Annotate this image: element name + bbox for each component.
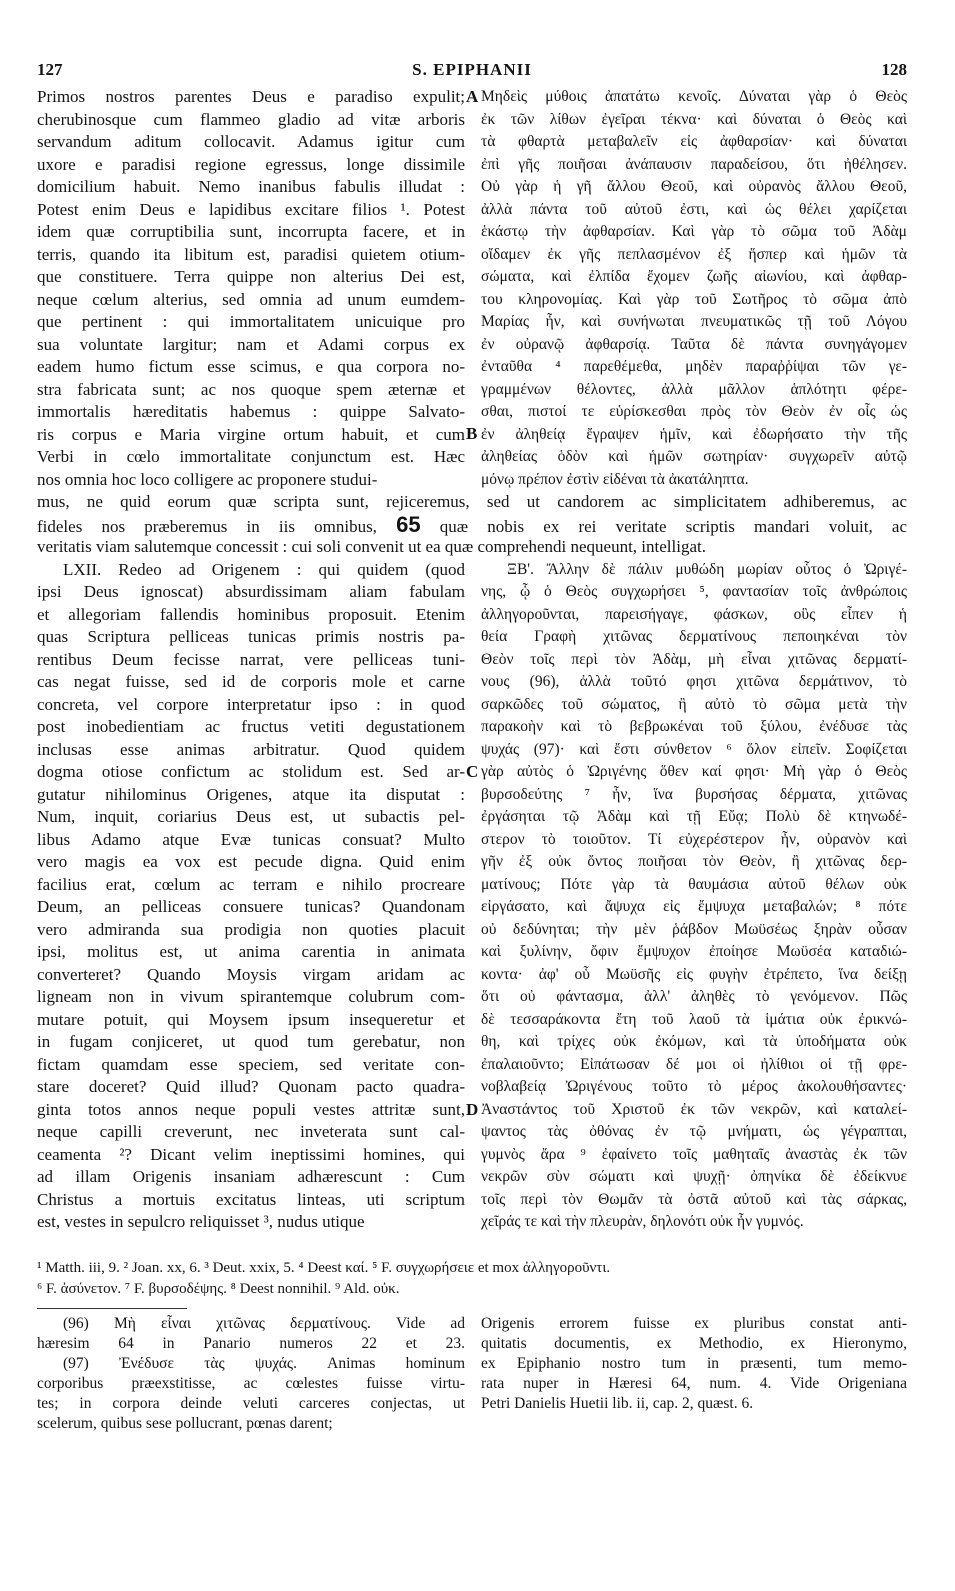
text-line: corporibus præexstitisse, ac cœlestes fuisse virtu- bbox=[37, 1375, 465, 1392]
text-line: ἐργάσηται τῷ Ἀδὰμ καὶ τῇ Εὔᾳ; Πολὺ δὲ κτηνωδέ- bbox=[481, 808, 907, 825]
text-line: ἐκ τῶν λίθων ἐγεῖραι τέκνα· καὶ δύναται ὁ Θεὸς καὶ bbox=[481, 110, 907, 128]
column-number: 65 bbox=[396, 513, 421, 536]
latin-column-lower bbox=[37, 559, 465, 1234]
page-number-right: 128 bbox=[881, 60, 907, 79]
text-line: domicilium habuit. Nemo inanibus fabulis illudat : bbox=[37, 177, 465, 196]
text-line: θεία Γραφὴ χιτῶνας δερματίνους πεποιηκέναι τὸν bbox=[481, 628, 907, 645]
text-line: Οὐ γὰρ ἡ γῆ ἄλλου Θεοῦ, καὶ οὐρανὸς ἄλλου Θεοῦ, bbox=[481, 178, 907, 195]
text-line: eadem humo fictum esse scimus, e qua corpora no- bbox=[37, 357, 465, 376]
text-line: σαρκῶδες τοῦ σώματος, ἢ αὐτὸ τὸ σῶμα μετὰ τὴν bbox=[481, 695, 907, 713]
text-line: que constituere. Terra quippe non alterius Dei est, bbox=[37, 267, 465, 286]
text-line: quas Scriptura pelliceas tunicas primis nostris pa- bbox=[37, 627, 465, 646]
text-line: νης, ᾧ ὁ Θεὸς συγχωρήσει ⁵, φαντασίαν τοῖς ἀνθρώποις bbox=[481, 583, 907, 600]
top-section bbox=[37, 86, 907, 491]
text-line: (97) Ἐνέδυσε τὰς ψυχάς. Animas hominum bbox=[63, 1355, 465, 1372]
text-line: stra fabricata sunt; ac nos quoque spem æternæ et bbox=[37, 379, 465, 399]
text-line: facilius erat, cœlum ac terram e nihilo procreare bbox=[37, 874, 465, 894]
text-line: ex Epiphanio nostro tum in præsenti, tum memo- bbox=[481, 1355, 907, 1372]
text-line: Num, inquit, coriarius Deus est, ut subactis pel- bbox=[37, 807, 465, 826]
text-line: sua voluntate largitur; nam et Adami corpus ex bbox=[37, 334, 465, 354]
text-line: Ἀναστάντος τοῦ Χριστοῦ ἐκ τῶν νεκρῶν, καὶ καταλεί- bbox=[481, 1100, 907, 1118]
full-width-line: veritatis viam salutemque concessit : cui soli convenit ut ea quæ comprehendi nequeunt, intelligat. bbox=[37, 537, 706, 556]
text-line: vero magis ea vox est pecude digna. Quid enim bbox=[37, 852, 465, 871]
text-line: inclusas esse animas arbitratur. Quod quidem bbox=[37, 739, 465, 759]
text-line: ὅτι οὐ φάντασμα, ἀλλ' ἀληθὲς τὸ γενόμενον. Πῶς bbox=[481, 988, 907, 1005]
page-header bbox=[37, 60, 907, 82]
text-line: (96) Μὴ εἶναι χιτῶνας δερματίνους. Vide ad bbox=[63, 1315, 465, 1332]
text-line: ἀλλὰ πάντα τοῦ αὐτοῦ ἐστι, καὶ ὡς θέλει χαρίζεται bbox=[481, 200, 907, 218]
text-line: terris, quando ita libitum est, paradisi quietem otium- bbox=[37, 244, 465, 264]
text-line: post inobedientiam ac fructus vetiti degustationem bbox=[37, 717, 465, 736]
text-line: νοβλαβείᾳ Ὠριγένους τοῦτο τὸ μέρος ἀκολουθήσαντες· bbox=[481, 1078, 907, 1095]
text-line: δὲ τεσσαράκοντα ἔτη τοῦ λαοῦ τὰ ἱμάτια οὐκ ἐρικνώ- bbox=[481, 1010, 907, 1028]
full-width-line bbox=[37, 514, 907, 537]
footnotes bbox=[37, 1258, 907, 1300]
text-line: mutare potuit, qui Moysem ipsum insequeretur et bbox=[37, 1009, 465, 1029]
latin-column-top bbox=[37, 86, 465, 491]
text-line: cherubinosque cum flammeo gladio ad vitæ arboris bbox=[37, 109, 465, 129]
text-line: ἐνταῦθα ⁴ παρεθέμεθα, μηδὲν παραῤῥίψαι τῶν γε- bbox=[481, 358, 907, 375]
text-line: τοῖς περὶ τὸν Θωμᾶν τὰ ὀστᾶ αὐτοῦ καὶ τὰς σάρκας, bbox=[481, 1190, 907, 1208]
text-line: gutatur nihilominus Origenes, atque ita disputat : bbox=[37, 784, 465, 804]
text-line: Deum, an pelliceas consuere tunicas? Quandonam bbox=[37, 897, 465, 916]
text-line: νεκρῶν σὺν σώματι καὶ ψυχῇ· ὀπηνίκα δὲ ἐδείκνυε bbox=[481, 1168, 907, 1185]
text-line: est, vestes in sepulcro reliquisset ³, nudus utique bbox=[37, 1212, 365, 1231]
text-line: stare doceret? Quid illud? Quonam pacto quadra- bbox=[37, 1077, 465, 1096]
notes-left-column bbox=[37, 1314, 465, 1434]
lower-section bbox=[37, 559, 907, 1235]
text-line: ἑκάστῳ τὴν ἀφθαρσίαν. Καὶ γὰρ τὸ σῶμα τοῦ Ἀδὰμ bbox=[481, 223, 907, 240]
text-line: quitatis documentis, ex Methodio, ex Hieronymo, bbox=[481, 1335, 907, 1352]
text-line: rentibus Deum fecisse narrat, vere pelliceas tuni- bbox=[37, 649, 465, 669]
text-line: immortalis hæreditatis habemus : quippe Salvato- bbox=[37, 402, 465, 421]
text-line: τὰ φθαρτὰ μεταβαλεῖν εἰς ἀφθαρσίαν· καὶ δύναται bbox=[481, 133, 907, 150]
text-line: idem quæ corruptibilia sunt, incorrupta facere, et in bbox=[37, 222, 465, 241]
text-line: ipsi, molitus est, ut anima carentia in animata bbox=[37, 942, 465, 961]
text-line: rata nuper in Hæresi 64, num. 4. Vide Origeniana bbox=[481, 1375, 907, 1392]
text-line: ἐν ἀληθείᾳ ἔγραψεν ἡμῖν, καὶ ἐδωρήσατο τὴν τῆς bbox=[481, 425, 907, 443]
text-line: concreta, vel corpore interpretatur ipso : in quod bbox=[37, 694, 465, 714]
text-line: ψυχάς (97)· καὶ ἔστι σύνθετον ⁶ ὅλον εἰπεῖν. Σοφίζεται bbox=[481, 740, 907, 758]
text-line: in fugam conjiceret, ut quod tum gerebatur, non bbox=[37, 1032, 465, 1051]
text-line: παρακοὴν καὶ τὸ βεβρωκέναι τοῦ ξύλου, ἐνέδυσε τὰς bbox=[481, 718, 907, 735]
text-line: κοντα· ἀφ' οὗ Μωϋσῆς εἰς φυγὴν ἐτρέπετο, ἵνα δείξῃ bbox=[481, 965, 907, 983]
text-line: ἀληθείας ὁδὸν καὶ ἡμῶν σωτηρίαν· συγχωρεῖν αὐτῷ bbox=[481, 448, 907, 465]
text-line: οὐ δεδύνηται; τὴν μὲν ῥάβδον Μωϋσέως ξηρὰν οὖσαν bbox=[481, 920, 907, 938]
text-line: fictam quamdam esse speciem, sed veritate con- bbox=[37, 1054, 465, 1074]
text-line: ginta totos annos neque populi vestes attritæ sunt, bbox=[37, 1099, 465, 1119]
page-body bbox=[37, 86, 907, 1432]
text-line: uxore e paradisi regione egressus, longe dissimile bbox=[37, 154, 465, 174]
text-line: εἰργάσατο, καὶ ἄψυχα εἰς ἔμψυχα μεταβαλών; ⁸ πότε bbox=[481, 898, 907, 915]
text-line: Christus a mortuis excitatus linteas, uti scriptum bbox=[37, 1189, 465, 1209]
text-line: σθαι, πιστοί τε εὑρίσκεσθαι πρὸς τὸν Θεὸν ἐν οἷς ὡς bbox=[481, 403, 907, 420]
text-line: Θεὸν τοῖς περὶ τὸν Ἀδὰμ, μὴ εἶναι χιτῶνας δερματί- bbox=[481, 650, 907, 668]
text-line: ματίνους; Πότε γὰρ τὰ θαυμάσια αὐτοῦ θέλων οὐκ bbox=[481, 875, 907, 893]
notes-divider bbox=[37, 1308, 187, 1309]
text-line: dogma otiose confictum ac stolidum est. Sed ar- bbox=[37, 762, 465, 781]
text-line: νους (96), ἀλλὰ τοῦτό φησι χιτῶνα δερμάτινον, τὸ bbox=[481, 673, 907, 690]
footnote-line: ¹ Matth. iii, 9. ² Joan. xx, 6. ³ Deut. xxix, 5. ⁴ Deest καί. ⁵ F. συγχωρήσειε et mox ἀλληγοροῦντι. bbox=[37, 1260, 611, 1276]
text-line: que pertinent : qui immortalitatem unicuique pro bbox=[37, 312, 465, 331]
text-line: γραμμένων θέλοντες, ἀλλὰ μᾶλλον ἁπλότητι φέρε- bbox=[481, 380, 907, 398]
text-line: ἐν οὐρανῷ ἀφθαρσίᾳ. Ταῦτα δὲ πάντα συνηγάγομεν bbox=[481, 335, 907, 353]
full-width-text: fideles nos præberemus in iis omnibus, bbox=[37, 516, 377, 536]
text-line: ψαντος τὰς ὀθόνας ἐν τῷ μνήματι, ὡς γέγραπται, bbox=[481, 1123, 907, 1140]
text-line: γὰρ αὐτὸς ὁ Ὠριγένης ὅθεν καί φησι· Μὴ γὰρ ὁ Θεὸς bbox=[481, 763, 907, 780]
text-line: et allegoriam fallendis hominibus proposuit. Etenim bbox=[37, 604, 465, 624]
text-line: Verbi in cœlo immortalitate conjunctum est. Hæc bbox=[37, 447, 465, 466]
text-line: vero admiranda sua prodigia non quoties placuit bbox=[37, 919, 465, 939]
text-line: γυμνὸς ἄρα ⁹ ἐφαίνετο τοῖς μαθηταῖς ἀναστὰς ἐκ τῶν bbox=[481, 1145, 907, 1163]
page-number-left: 127 bbox=[37, 60, 63, 79]
text-line: nos omnia hoc loco colligere ac proponere studui- bbox=[37, 469, 378, 489]
text-line: neque capilli creverunt, nec inveterata sunt cal- bbox=[37, 1122, 465, 1141]
text-line: neque cœlum alterius, sed omnia ad unum eumdem- bbox=[37, 289, 465, 309]
text-line: του κληρονομίας. Καὶ γὰρ τοῦ Σωτῆρος τὸ σῶμα ἀπὸ bbox=[481, 290, 907, 308]
margin-marker-b: B bbox=[466, 424, 478, 443]
text-line: ceamenta ²? Dicant velim ineptissimi homines, qui bbox=[37, 1144, 465, 1164]
text-line: χεῖράς τε καὶ τὴν πλευρὰν, δηλονότι οὐκ ἦν γυμνός. bbox=[481, 1213, 804, 1230]
margin-marker-a: A bbox=[466, 87, 479, 106]
footnote-line: ⁶ F. ἀσύνετον. ⁷ F. βυρσοδέψης. ⁸ Deest nonnihil. ⁹ Ald. οὐκ. bbox=[37, 1281, 400, 1297]
text-line: ipsi Deus ignoscat) absurdissimam aliam fabulam bbox=[37, 582, 465, 601]
text-line: LXII. Redeo ad Origenem : qui quidem (quod bbox=[63, 559, 465, 579]
text-line: hæresim 64 in Panario numeros 22 et 23. bbox=[37, 1335, 465, 1352]
text-line: Μαρίας ἦν, καὶ συνήνωται πνευματικῶς τῇ τοῦ Λόγου bbox=[481, 313, 907, 330]
text-line: tes; in corpora deinde veluti carceres conjectas, ut bbox=[37, 1395, 465, 1412]
text-line: ἀλληγοροῦνται, παρεισήγαγε, φάσκων, οὓς εἶπεν ἡ bbox=[481, 605, 907, 623]
text-line: ΞΒ'. Ἄλλην δὲ πάλιν μυθώδη μωρίαν οὗτος ὁ Ὠριγέ- bbox=[507, 560, 907, 578]
text-line: ἐπαλαιοῦντο; Εἰπάτωσαν δέ μοι οἱ ἠλίθιοι οἱ τῇ φρε- bbox=[481, 1055, 907, 1073]
text-line: ris corpus e Maria virgine ortum habuit, et cum bbox=[37, 424, 465, 444]
full-width-line: mus, ne quid eorum quæ scripta sunt, rejiceremus, sed ut candorem ac simplicitatem adhiberemus, ac bbox=[37, 492, 907, 511]
text-line: θη, καὶ τρίχες οὐκ ἐκόμων, καὶ τὰ ὑποδήματα οὐκ bbox=[481, 1033, 907, 1050]
text-line: cas negat fuisse, sed id de corporis mole et carne bbox=[37, 672, 465, 691]
text-line: Origenis errorem fuisse ex pluribus constat anti- bbox=[481, 1315, 907, 1332]
text-line: scelerum, quibus sese pollucrant, pœnas darent; bbox=[37, 1415, 333, 1432]
text-line: οἴδαμεν ἐκ γῆς πεπλασμένον ἐξ ἥσπερ καὶ ἡμῶν τὰ bbox=[481, 245, 907, 263]
text-line: καὶ ξυλίνην, ὄφιν ἔμψυχον ἐποίησε Μωϋσέα καταδιώ- bbox=[481, 943, 907, 960]
text-line: μόνῳ πρέπον ἐστὶν εἰδέναι τὰ ἀκατάληπτα. bbox=[481, 470, 749, 488]
text-line: Primos nostros parentes Deus e paradiso expulit; bbox=[37, 87, 465, 106]
greek-column-top bbox=[481, 86, 907, 491]
text-line: Petri Danielis Huetii lib. ii, cap. 2, quæst. 6. bbox=[481, 1395, 754, 1412]
text-line: libus Adamo atque Evæ tunicas consuat? Multo bbox=[37, 829, 465, 849]
text-line: γῆν ἐξ οὐκ ὄντος ποιῆσαι τὸν Θεὸν, ἢ χιτῶνας δερ- bbox=[481, 853, 907, 870]
greek-column-lower bbox=[481, 559, 907, 1234]
text-line: Μηδεὶς μύθοις ἀπατάτω κενοῖς. Δύναται γὰρ ὁ Θεὸς bbox=[481, 88, 907, 105]
text-line: converteret? Quando Moysis virgam aridam ac bbox=[37, 964, 465, 984]
text-line: σώματα, καὶ ἐλπίδα ἔχομεν ζωῆς αἰωνίου, καὶ ἀφθαρ- bbox=[481, 268, 907, 285]
full-width-paragraph bbox=[37, 491, 907, 559]
text-line: Potest enim Deus e lapidibus excitare filios ¹. Potest bbox=[37, 199, 465, 219]
notes-right-column bbox=[481, 1314, 907, 1414]
text-line: ligneam non in vivum spirantemque colubrum com- bbox=[37, 987, 465, 1006]
text-line: ad illam Origenis insaniam adhærescunt : Cum bbox=[37, 1167, 465, 1186]
text-line: στερον τὸ τοιοῦτον. Τί εὐχερέστερον ἦν, οὐρανὸν καὶ bbox=[481, 830, 907, 848]
text-line: servandum aditum collocavit. Adamus igitur cum bbox=[37, 132, 465, 151]
running-title: S. EPIPHANII bbox=[412, 60, 532, 79]
text-line: βυρσοδεύτης ⁷ ἦν, ἵνα βυρσήσας δέρματα, χιτῶνας bbox=[481, 785, 907, 803]
full-width-text: quæ nobis ex rei veritate scriptis mandari voluit, ac bbox=[439, 516, 907, 536]
margin-marker-d: D bbox=[466, 1099, 479, 1119]
margin-marker-c: C bbox=[466, 761, 479, 781]
text-line: ἐπὶ γῆς ποιῆσαι ἀνάπαυσιν παραδείσου, ὅτι ἠθέλησεν. bbox=[481, 155, 907, 173]
